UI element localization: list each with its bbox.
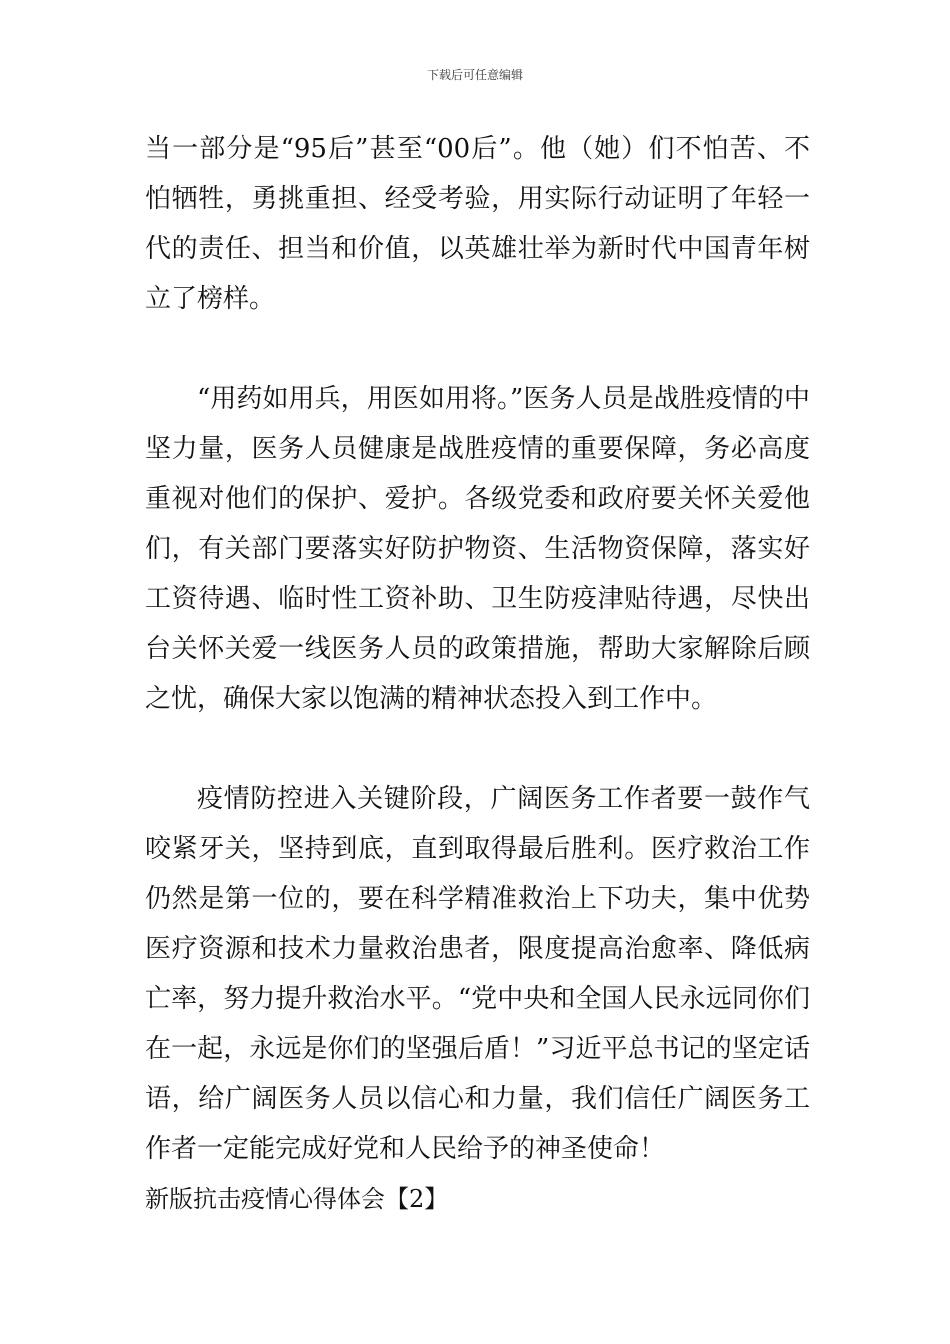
section-title: 新版抗击疫情心得体会【2】 <box>145 1185 449 1213</box>
paragraph-key-stage: 疫情防控进入关键阶段，广阔医务工作者要一鼓作气咬紧牙关，坚持到底，直到取得最后胜利。医疗救治工作仍然是第一位的，要在科学精准救治上下功夫，集中优势医疗资源和技术力量救治患者，限度提高治愈率、降低病亡率，努力提升救治水平。“党中央和全国人民永远同你们在一起，永远是你们的坚强后盾！”习近平总书记的坚定话语，给广阔医务人员以信心和力量，我们信任广阔医务工作者一定能完成好党和人民给予的神圣使命！ <box>145 784 810 1164</box>
paragraph-continuation: 当一部分是“95后”甚至“00后”。他（她）们不怕苦、不怕牺牲，勇挑重担、经受考验，用实际行动证明了年轻一代的责任、担当和价值，以英雄壮举为新时代中国青年树立了榜样。 <box>145 134 810 314</box>
page-header-note: 下载后可任意编辑 <box>426 68 523 82</box>
paragraph-gap <box>145 724 810 774</box>
paragraph-medical-staff: “用药如用兵，用医如用将。”医务人员是战胜疫情的中坚力量，医务人员健康是战胜疫情的重要保障，务必高度重视对他们的保护、爱护。各级党委和政府要关怀关爱他们，有关部门要落实好防护物资、生活物资保障，落实好工资待遇、临时性工资补助、卫生防疫津贴待遇，尽快出台关怀关爱一线医务人员的政策措施，帮助大家解除后顾之忧，确保大家以饱满的精神状态投入到工作中。 <box>145 384 810 714</box>
document-body <box>145 124 810 1224</box>
paragraph-gap <box>145 324 810 374</box>
